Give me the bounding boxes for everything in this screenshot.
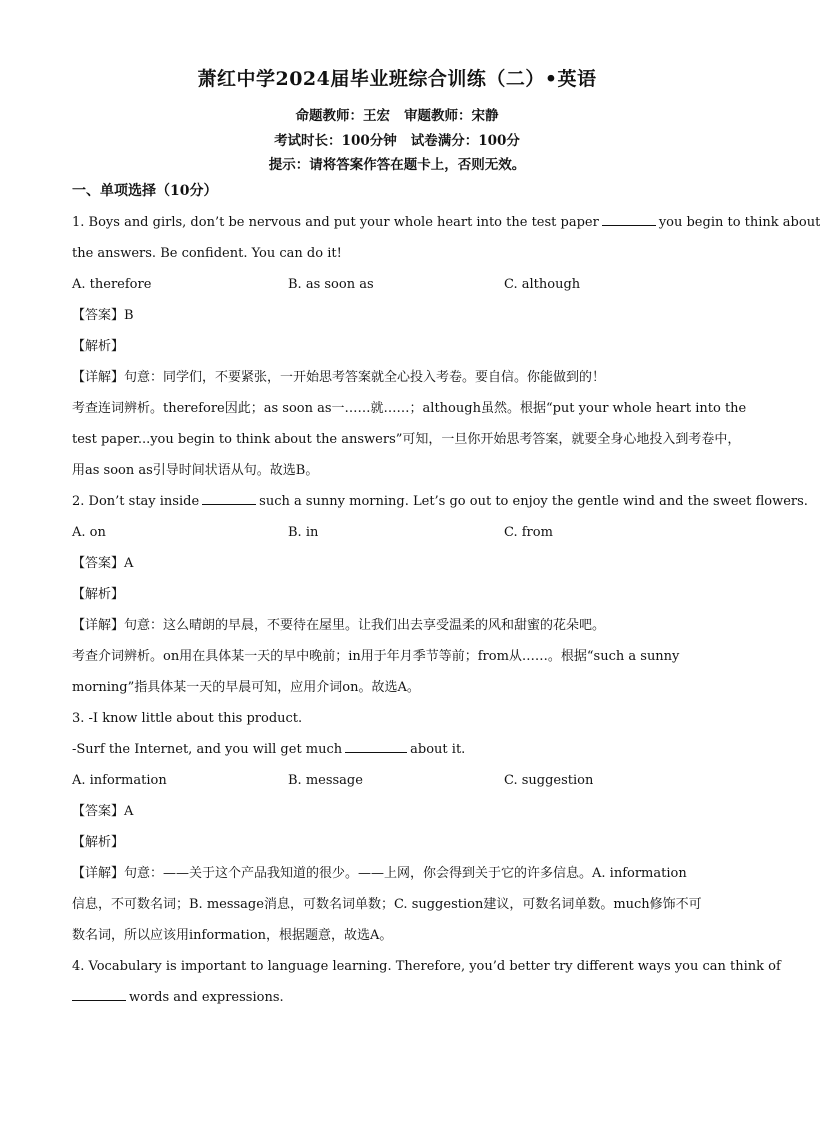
analysis-label: 【解析】	[72, 339, 125, 354]
question-3-answer	[72, 796, 724, 827]
question-4-stem-line-2	[72, 982, 724, 1013]
question-3-detail-3: 数名词，所以应该用information，根据题意，故选A。	[72, 928, 393, 943]
answer-value: B	[124, 308, 134, 323]
option-a: A. information	[72, 773, 167, 788]
option-c: C. from	[504, 525, 553, 540]
page-title: 萧红中学2024届毕业班综合训练（二）•英语	[197, 68, 597, 90]
detail-text: 句意：同学们，不要紧张，一开始思考答案就全心投入考卷。要自信。你能做到的！	[124, 370, 606, 385]
question-1-text-cont: you begin to think about	[658, 215, 820, 230]
option-a: A. therefore	[72, 277, 152, 292]
question-2-answer	[72, 548, 724, 579]
question-1-stem-line-2: the answers. Be confident. You can do it!	[72, 246, 342, 261]
answer-value: A	[124, 556, 134, 571]
question-2-text: 2. Don’t stay inside	[72, 494, 200, 509]
detail-label: 【详解】	[72, 370, 125, 385]
exam-info-line	[0, 129, 794, 149]
question-2-detail-2: 考查介词辨析。on用在具体某一天的早中晚前；in用于年月季节等前；from从……。根据“such a sunny	[72, 649, 680, 664]
option-b: B. in	[288, 525, 319, 540]
question-3-text: -Surf the Internet, and you will get much	[72, 742, 343, 757]
question-1-stem	[72, 207, 820, 238]
option-a: A. on	[72, 525, 106, 540]
question-3-text-cont: about it.	[410, 742, 466, 757]
setter-teacher: 命题教师：王宏	[295, 108, 390, 124]
question-3-stem: 3. -I know little about this product.	[72, 711, 303, 726]
option-c: C. although	[504, 277, 581, 292]
question-4-stem: 4. Vocabulary is important to language learning. Therefore, you’d better try different ways you can think of	[72, 959, 781, 974]
answer-value: A	[124, 804, 134, 819]
answer-label: 【答案】	[72, 308, 125, 323]
question-1-text: 1. Boys and girls, don’t be nervous and put your whole heart into the test paper	[72, 215, 599, 230]
question-1-answer	[72, 300, 724, 331]
section-heading: 一、单项选择（10分）	[72, 183, 218, 199]
answer-blank	[345, 739, 407, 753]
option-c: C. suggestion	[504, 773, 594, 788]
question-3-detail-1	[72, 858, 724, 889]
question-2-options	[72, 517, 724, 548]
question-2-text-cont: such a sunny morning. Let’s go out to enjoy the gentle wind and the sweet flowers.	[259, 494, 808, 509]
analysis-label: 【解析】	[72, 835, 125, 850]
question-2-stem	[72, 486, 808, 517]
answer-blank	[72, 987, 126, 1001]
answer-blank	[202, 491, 256, 505]
answer-label: 【答案】	[72, 556, 125, 571]
detail-label: 【详解】	[72, 618, 125, 633]
question-2-detail-1	[72, 610, 724, 641]
answer-blank	[602, 212, 656, 226]
exam-time: 考试时长：100分钟	[274, 133, 397, 149]
question-1-analysis-label	[72, 331, 724, 362]
question-1-options	[72, 269, 724, 300]
question-4-text-cont: words and expressions.	[129, 990, 284, 1005]
question-3-detail-2: 信息，不可数名词；B. message消息，可数名词单数；C. suggestion建议，可数名词单数。much修饰不可	[72, 897, 702, 912]
teachers-line	[0, 104, 794, 124]
question-3-analysis-label	[72, 827, 724, 858]
analysis-label: 【解析】	[72, 587, 125, 602]
detail-text: 句意：这么晴朗的早晨，不要待在屋里。让我们出去享受温柔的风和甜蜜的花朵吧。	[124, 618, 606, 633]
question-2-analysis-label	[72, 579, 724, 610]
notice-line: 提示：请将答案作答在题卡上，否则无效。	[268, 157, 526, 173]
detail-label: 【详解】	[72, 866, 125, 881]
question-1-detail-3: test paper...you begin to think about the answers”可知，一旦你开始思考答案，就要全身心地投入到考卷中，	[72, 432, 741, 447]
detail-text: 句意：——关于这个产品我知道的很少。——上网，你会得到关于它的许多信息。A. information	[124, 866, 687, 881]
question-1-detail-1	[72, 362, 724, 393]
full-score: 试卷满分：100分	[410, 133, 520, 149]
reviewer-teacher: 审题教师：宋静	[404, 108, 499, 124]
questions-content	[72, 176, 820, 1013]
answer-label: 【答案】	[72, 804, 125, 819]
option-b: B. as soon as	[288, 277, 374, 292]
question-3-options	[72, 765, 724, 796]
question-1-detail-2: 考查连词辨析。therefore因此；as soon as一……就……；although虽然。根据“put your whole heart into the	[72, 401, 747, 416]
option-b: B. message	[288, 773, 363, 788]
question-1-detail-4: 用as soon as引导时间状语从句。故选B。	[72, 463, 319, 478]
question-2-detail-3: morning”指具体某一天的早晨可知，应用介词on。故选A。	[72, 680, 420, 695]
question-3-stem-line-2	[72, 734, 724, 765]
